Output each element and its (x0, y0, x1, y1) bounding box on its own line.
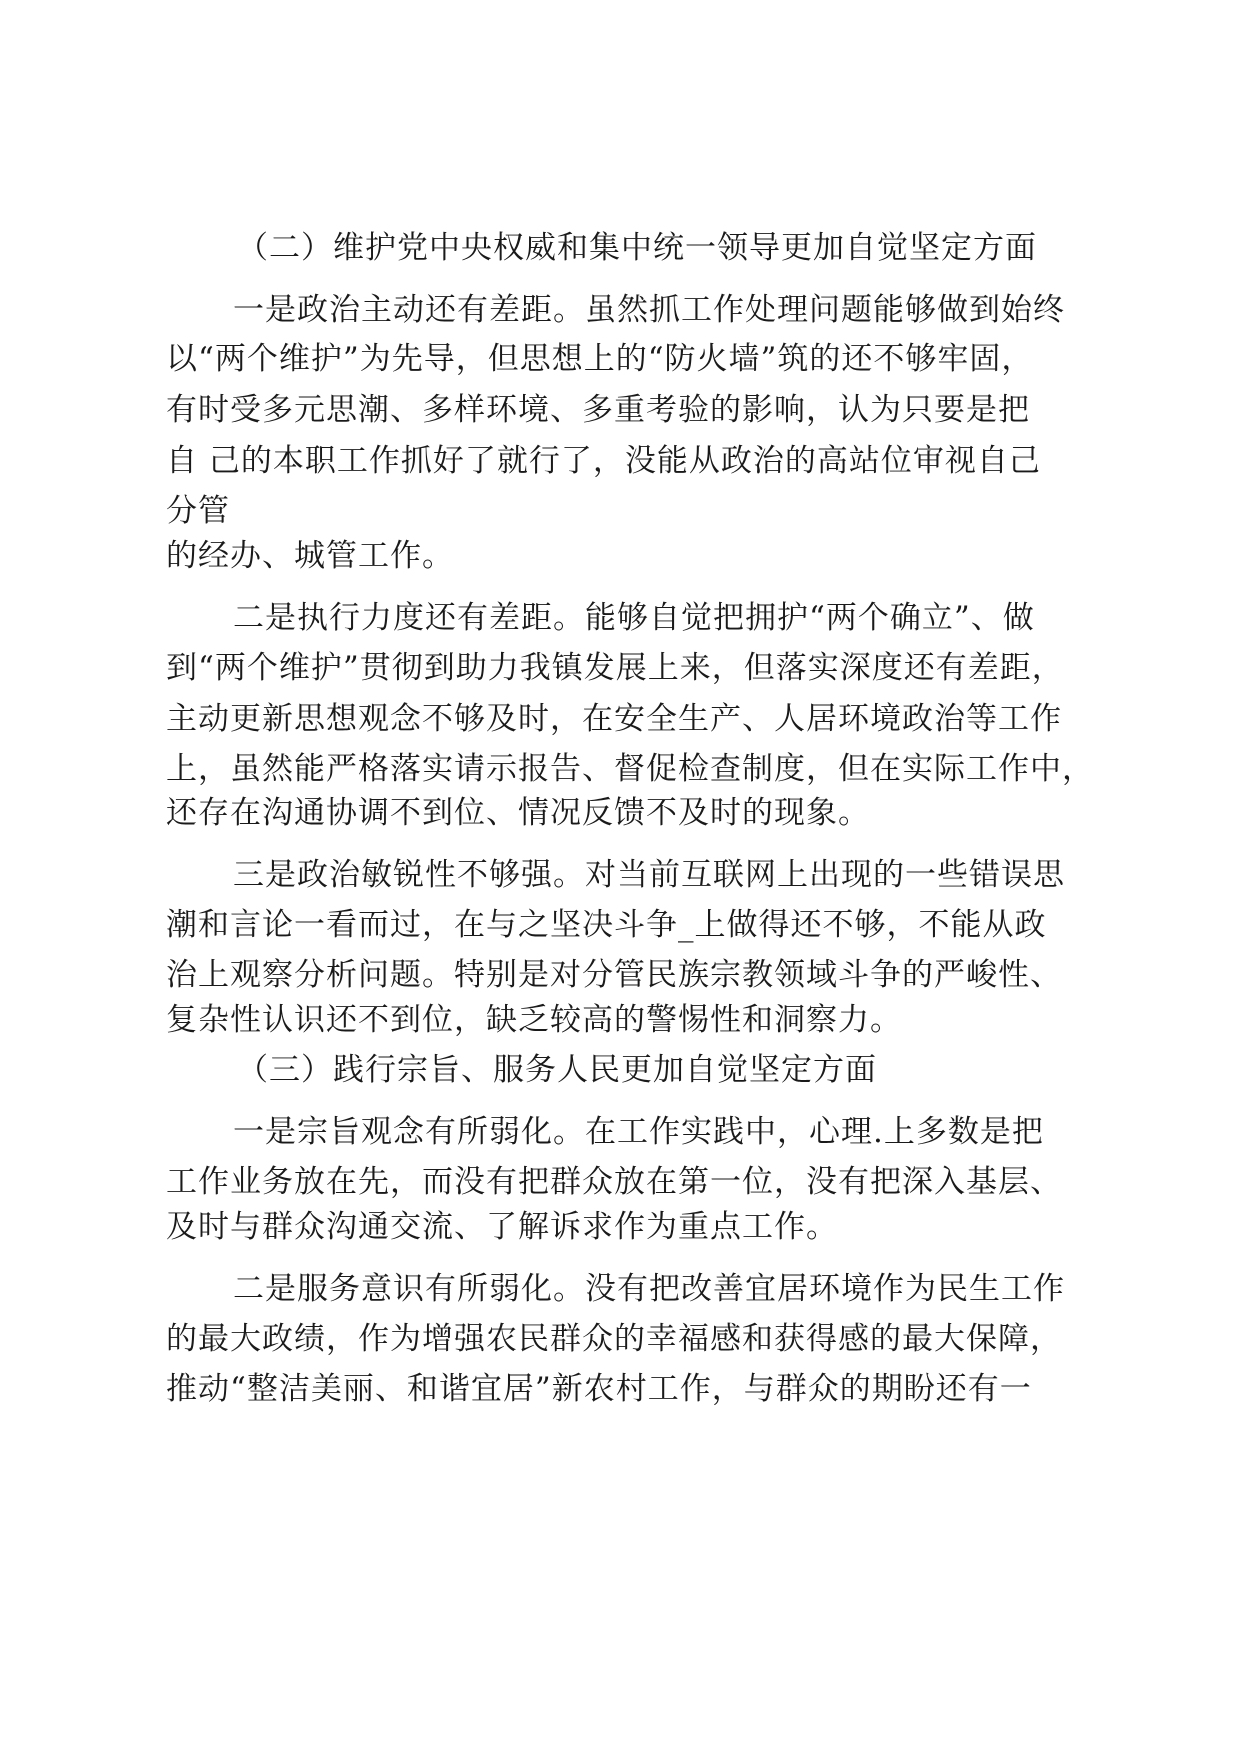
paragraph-line: 的经办、城管工作。 (166, 538, 454, 574)
paragraph-line: 自 己的本职工作抓好了就行了，没能从政治的高站位审视自己 (166, 443, 1041, 479)
paragraph-line: 到“两个维护”贯彻到助力我镇发展上来，但落实深度还有差距， (166, 650, 1064, 686)
paragraph-line: 治上观察分析问题。特别是对分管民族宗教领域斗争的严峻性、 (166, 957, 1062, 993)
paragraph-line: 上，虽然能严格落实请示报告、督促检查制度，但在实际工作中， (166, 751, 1094, 787)
paragraph-line: 以“两个维护”为先导，但思想上的“防火墙”筑的还不够牢固， (166, 341, 1034, 377)
paragraph-line: 主动更新思想观念不够及时，在安全生产、人居环境政治等工作 (166, 701, 1062, 737)
paragraph-line: 有时受多元思潮、多样环境、多重考验的影响，认为只要是把 (166, 392, 1030, 428)
paragraph-line: 分管 (166, 493, 230, 529)
paragraph-line: 及时与群众沟通交流、了解诉求作为重点工作。 (166, 1209, 838, 1245)
paragraph-line: 二是服务意识有所弱化。没有把改善宜居环境作为民生工作 (233, 1271, 1065, 1307)
paragraph-line: 三是政治敏锐性不够强。对当前互联网上出现的一些错误思 (233, 857, 1065, 893)
paragraph-line: 还存在沟通协调不到位、情况反馈不及时的现象。 (166, 795, 870, 831)
paragraph-line: 的最大政绩，作为增强农民群众的幸福感和获得感的最大保障， (166, 1321, 1062, 1357)
paragraph-line: 推动“整洁美丽、和谐宜居”新农村工作，与群众的期盼还有一 (166, 1371, 1032, 1407)
section-heading: （二）维护党中央权威和集中统一领导更加自觉坚定方面 (237, 230, 1037, 266)
paragraph-line: 二是执行力度还有差距。能够自觉把拥护“两个确立”、做 (233, 600, 1035, 636)
paragraph-line: 潮和言论一看而过，在与之坚决斗争_上做得还不够，不能从政 (166, 907, 1047, 943)
paragraph-line: 复杂性认识还不到位，缺乏较高的警惕性和洞察力。 (166, 1002, 902, 1038)
paragraph-line: 一是宗旨观念有所弱化。在工作实践中，心理.上多数是把 (233, 1114, 1044, 1150)
paragraph-line: 工作业务放在先，而没有把群众放在第一位，没有把深入基层、 (166, 1164, 1062, 1200)
paragraph-line: 一是政治主动还有差距。虽然抓工作处理问题能够做到始终 (233, 292, 1065, 328)
section-heading: （三）践行宗旨、服务人民更加自觉坚定方面 (237, 1052, 877, 1088)
